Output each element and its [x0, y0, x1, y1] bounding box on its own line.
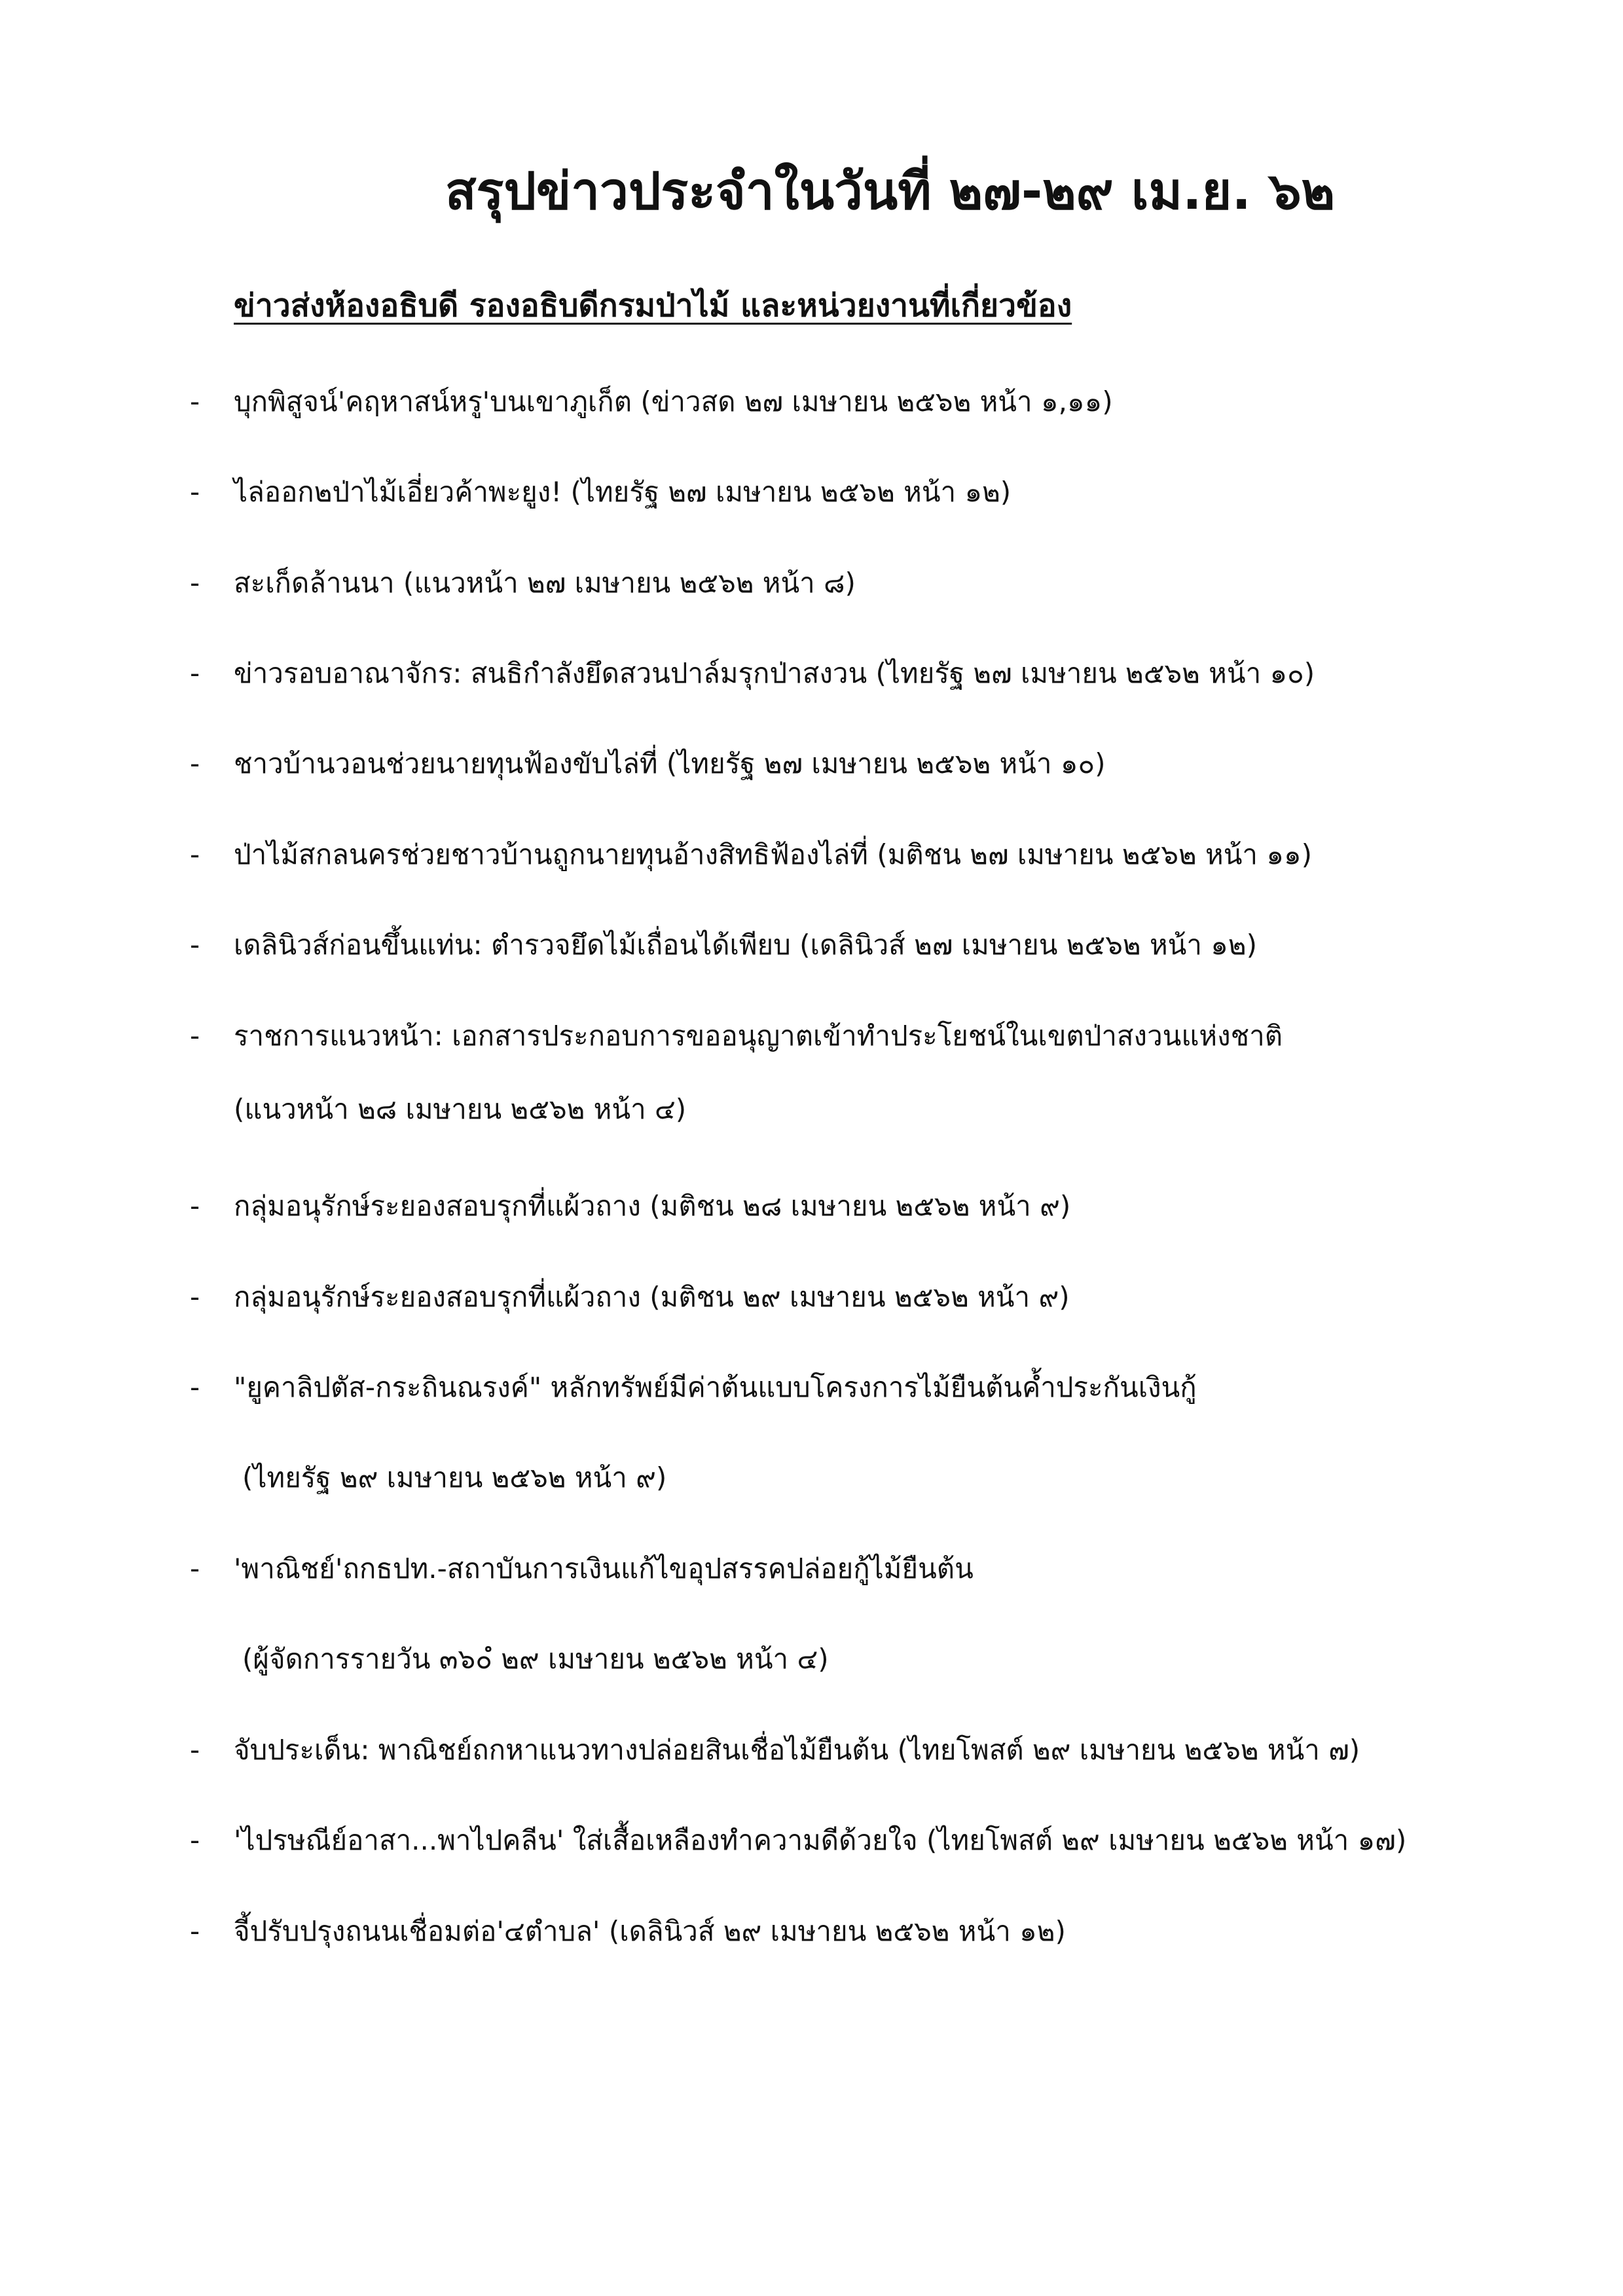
bullet-dash: -	[190, 476, 200, 508]
news-headline: กลุ่มอนุรักษ์ระยองสอบรุกที่แผ้วถาง (มติชน ๒๘ เมษายน ๒๕๖๒ หน้า ๙)	[234, 1190, 1071, 1222]
news-source: (แนวหน้า ๒๘ เมษายน ๒๕๖๒ หน้า ๔)	[234, 1093, 687, 1125]
news-headline: ไล่ออก๒ป่าไม้เอี่ยวค้าพะยูง! (ไทยรัฐ ๒๗ เมษายน ๒๕๖๒ หน้า ๑๒)	[234, 476, 1012, 508]
news-headline: 'พาณิชย์'ถกธปท.-สถาบันการเงินแก้ไขอุปสรรคปล่อยกู้ไม้ยืนต้น	[234, 1552, 974, 1585]
section-heading: ข่าวส่งห้องอธิบดี รองอธิบดีกรมป่าไม้ และหน่วยงานที่เกี่ยวข้อง	[234, 287, 1072, 324]
bullet-dash: -	[190, 1190, 200, 1222]
news-headline: สะเก็ดล้านนา (แนวหน้า ๒๗ เมษายน ๒๕๖๒ หน้า ๘)	[234, 567, 856, 599]
bullet-dash: -	[190, 1281, 200, 1313]
news-source: (ไทยรัฐ ๒๙ เมษายน ๒๕๖๒ หน้า ๙)	[242, 1462, 667, 1494]
news-headline: ป่าไม้สกลนครช่วยชาวบ้านถูกนายทุนอ้างสิทธิฟ้องไล่ที่ (มติชน ๒๗ เมษายน ๒๕๖๒ หน้า ๑๑)	[234, 838, 1313, 870]
news-headline: ข่าวรอบอาณาจักร: สนธิกำลังยึดสวนปาล์มรุกป่าสงวน (ไทยรัฐ ๒๗ เมษายน ๒๕๖๒ หน้า ๑๐)	[234, 657, 1315, 689]
news-headline: ราชการแนวหน้า: เอกสารประกอบการขออนุญาตเข้าทำประโยชน์ในเขตป่าสงวนแห่งชาติ	[234, 1020, 1283, 1052]
news-headline: 'ไปรษณีย์อาสา...พาไปคลีน' ใส่เสื้อเหลืองทำความดีด้วยใจ (ไทยโพสต์ ๒๙ เมษายน ๒๕๖๒ หน้า ๑๗)	[234, 1824, 1407, 1856]
bullet-dash: -	[190, 1824, 200, 1856]
news-headline: เดลินิวส์ก่อนขึ้นแท่น: ตำรวจยึดไม้เถื่อนได้เพียบ (เดลินิวส์ ๒๗ เมษายน ๒๕๖๒ หน้า ๑๒)	[234, 929, 1258, 961]
bullet-dash: -	[190, 929, 200, 961]
news-headline: กลุ่มอนุรักษ์ระยองสอบรุกที่แผ้วถาง (มติชน ๒๙ เมษายน ๒๕๖๒ หน้า ๙)	[234, 1281, 1070, 1313]
news-headline: จี้ปรับปรุงถนนเชื่อมต่อ'๔ตำบล' (เดลินิวส์ ๒๙ เมษายน ๒๕๖๒ หน้า ๑๒)	[234, 1915, 1066, 1947]
bullet-dash: -	[190, 838, 200, 870]
news-headline: จับประเด็น: พาณิชย์ถกหาแนวทางปล่อยสินเชื่อไม้ยืนต้น (ไทยโพสต์ ๒๙ เมษายน ๒๕๖๒ หน้า ๗)	[234, 1734, 1360, 1766]
bullet-dash: -	[190, 1734, 200, 1766]
news-headline: ชาวบ้านวอนช่วยนายทุนฟ้องขับไล่ที่ (ไทยรัฐ ๒๗ เมษายน ๒๕๖๒ หน้า ๑๐)	[234, 747, 1106, 780]
page-title: สรุปข่าวประจำในวันที่ ๒๗-๒๙ เม.ย. ๖๒	[445, 162, 1336, 221]
bullet-dash: -	[190, 1915, 200, 1947]
news-headline: "ยูคาลิปตัส-กระถินณรงค์" หลักทรัพย์มีค่าต้นแบบโครงการไม้ยืนต้นค้ำประกันเงินกู้	[234, 1371, 1197, 1403]
bullet-dash: -	[190, 1371, 200, 1403]
bullet-dash: -	[190, 1552, 200, 1585]
news-headline: บุกพิสูจน์'คฤหาสน์หรู'บนเขาภูเก็ต (ข่าวสด ๒๗ เมษายน ๒๕๖๒ หน้า ๑,๑๑)	[234, 386, 1113, 418]
bullet-dash: -	[190, 747, 200, 780]
bullet-dash: -	[190, 1020, 200, 1052]
bullet-dash: -	[190, 386, 200, 418]
news-source: (ผู้จัดการรายวัน ๓๖๐ํ ๒๙ เมษายน ๒๕๖๒ หน้า ๔)	[242, 1643, 829, 1675]
bullet-dash: -	[190, 657, 200, 689]
bullet-dash: -	[190, 567, 200, 599]
